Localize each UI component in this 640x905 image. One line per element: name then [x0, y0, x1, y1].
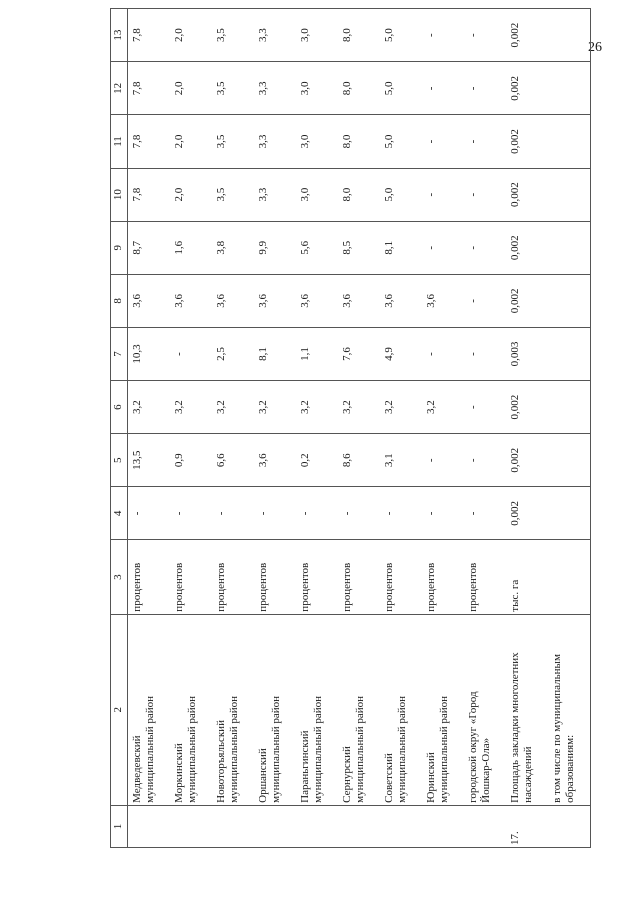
value-cell: 9,9: [254, 221, 296, 274]
value-cell: 3,3: [254, 115, 296, 168]
value-cell: 3,2: [380, 381, 422, 434]
page-number: 26: [588, 40, 602, 55]
value-cell: -: [380, 487, 422, 540]
value-cell: 0,002: [506, 221, 548, 274]
indicator-name-line: Параньгинский: [299, 730, 311, 803]
indicator-name-line: муниципальный район: [228, 695, 241, 803]
value-cell: [548, 9, 591, 62]
unit-cell: процентов: [380, 540, 422, 614]
value-cell: 3,2: [422, 381, 464, 434]
value-cell: 8,0: [338, 115, 380, 168]
row-number-cell: [212, 805, 254, 847]
value-cell: -: [338, 487, 380, 540]
indicator-name-cell: [422, 614, 464, 805]
table-row: [212, 9, 254, 848]
value-cell: -: [422, 487, 464, 540]
value-cell: 2,0: [170, 62, 212, 115]
table-row: [464, 9, 506, 848]
value-cell: 0,003: [506, 327, 548, 380]
value-cell: 7,6: [338, 327, 380, 380]
value-cell: 8,7: [128, 221, 171, 274]
table-row: [506, 9, 548, 848]
value-cell: -: [464, 381, 506, 434]
header-cell: 13: [111, 9, 128, 62]
unit-cell: процентов: [338, 540, 380, 614]
header-cell: 9: [111, 221, 128, 274]
unit-cell: процентов: [422, 540, 464, 614]
value-cell: 5,6: [296, 221, 338, 274]
unit-cell: процентов: [296, 540, 338, 614]
value-cell: 3,2: [170, 381, 212, 434]
row-number-cell: [380, 805, 422, 847]
value-cell: 3,0: [296, 168, 338, 221]
value-cell: 0,2: [296, 434, 338, 487]
table-row: [380, 9, 422, 848]
value-cell: 0,002: [506, 115, 548, 168]
indicator-name-cell: [170, 614, 212, 805]
header-cell: 5: [111, 434, 128, 487]
value-cell: 0,002: [506, 487, 548, 540]
header-row: [111, 9, 128, 848]
indicator-name-cell: [548, 614, 591, 805]
row-number-cell: [170, 805, 212, 847]
row-number-cell: [296, 805, 338, 847]
value-cell: 7,8: [128, 115, 171, 168]
value-cell: 3,0: [296, 115, 338, 168]
value-cell: 8,1: [380, 221, 422, 274]
value-cell: [548, 168, 591, 221]
row-number-cell: [338, 805, 380, 847]
value-cell: 3,2: [212, 381, 254, 434]
indicator-name-cell: [296, 614, 338, 805]
value-cell: 3,6: [170, 274, 212, 327]
table-row: [128, 9, 171, 848]
indicator-name-line: Моркинский: [173, 743, 185, 803]
table-row: [422, 9, 464, 848]
value-cell: -: [464, 274, 506, 327]
value-cell: [548, 221, 591, 274]
value-cell: 3,3: [254, 62, 296, 115]
unit-cell: тыс. га: [506, 540, 548, 614]
value-cell: 7,8: [128, 62, 171, 115]
indicator-name-cell: [506, 614, 548, 805]
row-number-cell: [548, 805, 591, 847]
indicators-table: [110, 8, 591, 848]
value-cell: -: [422, 62, 464, 115]
indicator-name-cell: [380, 614, 422, 805]
header-cell: 3: [111, 540, 128, 614]
unit-cell: процентов: [254, 540, 296, 614]
value-cell: -: [464, 327, 506, 380]
value-cell: -: [422, 327, 464, 380]
indicator-name-line: Советский: [383, 753, 395, 803]
value-cell: -: [296, 487, 338, 540]
unit-cell: процентов: [170, 540, 212, 614]
value-cell: 0,002: [506, 62, 548, 115]
header-cell: 10: [111, 168, 128, 221]
indicator-name-line: муниципальный район: [144, 695, 157, 803]
value-cell: 3,2: [128, 381, 171, 434]
indicator-name-line: городской округ «Город: [467, 691, 479, 803]
header-cell: 12: [111, 62, 128, 115]
indicator-name-line: насаждений: [522, 746, 535, 803]
value-cell: 3,5: [212, 168, 254, 221]
value-cell: [548, 434, 591, 487]
indicator-name-line: муниципальный район: [186, 695, 199, 803]
value-cell: 3,6: [338, 274, 380, 327]
value-cell: 8,0: [338, 9, 380, 62]
indicator-name-cell: [338, 614, 380, 805]
value-cell: 8,0: [338, 62, 380, 115]
value-cell: [548, 62, 591, 115]
value-cell: -: [464, 9, 506, 62]
value-cell: 0,002: [506, 274, 548, 327]
value-cell: -: [464, 168, 506, 221]
rotated-table-area: [110, 8, 577, 848]
value-cell: [548, 381, 591, 434]
value-cell: -: [212, 487, 254, 540]
value-cell: -: [254, 487, 296, 540]
value-cell: -: [422, 221, 464, 274]
row-number-cell: [422, 805, 464, 847]
indicator-name-cell: [464, 614, 506, 805]
unit-cell: [548, 540, 591, 614]
header-cell: 1: [111, 805, 128, 847]
value-cell: -: [422, 9, 464, 62]
value-cell: 8,0: [338, 168, 380, 221]
value-cell: 4,9: [380, 327, 422, 380]
value-cell: 5,0: [380, 115, 422, 168]
unit-cell: процентов: [128, 540, 171, 614]
table-row: [170, 9, 212, 848]
value-cell: 2,0: [170, 115, 212, 168]
indicator-name-line: муниципальный район: [354, 695, 367, 803]
table-row: [254, 9, 296, 848]
value-cell: -: [464, 487, 506, 540]
rotated-table-container: [110, 8, 577, 848]
value-cell: 1,6: [170, 221, 212, 274]
value-cell: 7,8: [128, 168, 171, 221]
value-cell: 2,5: [212, 327, 254, 380]
value-cell: -: [464, 221, 506, 274]
table-body: [128, 9, 591, 848]
indicator-name-line: Новоторъяльский: [215, 720, 227, 803]
indicator-name-line: Медведевский: [131, 735, 143, 803]
indicator-name-line: Оршанский: [257, 748, 269, 803]
value-cell: -: [128, 487, 171, 540]
value-cell: 3,2: [296, 381, 338, 434]
header-cell: 6: [111, 381, 128, 434]
value-cell: 0,002: [506, 381, 548, 434]
value-cell: 2,0: [170, 9, 212, 62]
header-cell: 2: [111, 614, 128, 805]
header-cell: 8: [111, 274, 128, 327]
indicator-name-line: муниципальный район: [438, 695, 451, 803]
value-cell: 0,002: [506, 434, 548, 487]
table-row: [296, 9, 338, 848]
row-number-cell: [464, 805, 506, 847]
value-cell: -: [170, 487, 212, 540]
value-cell: [548, 327, 591, 380]
value-cell: [548, 115, 591, 168]
value-cell: 3,3: [254, 168, 296, 221]
value-cell: -: [464, 62, 506, 115]
value-cell: [548, 487, 591, 540]
value-cell: 3,6: [296, 274, 338, 327]
indicator-name-line: Площадь закладки многолетних: [509, 652, 521, 803]
table-row: [338, 9, 380, 848]
value-cell: 3,3: [254, 9, 296, 62]
value-cell: 0,002: [506, 9, 548, 62]
indicator-name-cell: [254, 614, 296, 805]
indicator-name-line: муниципальный район: [270, 695, 283, 803]
value-cell: 6,6: [212, 434, 254, 487]
row-number-cell: [254, 805, 296, 847]
value-cell: -: [422, 434, 464, 487]
value-cell: 3,1: [380, 434, 422, 487]
unit-cell: процентов: [464, 540, 506, 614]
value-cell: -: [170, 327, 212, 380]
value-cell: 13,5: [128, 434, 171, 487]
header-cell: 11: [111, 115, 128, 168]
value-cell: 3,8: [212, 221, 254, 274]
value-cell: 5,0: [380, 9, 422, 62]
value-cell: 8,6: [338, 434, 380, 487]
indicator-name-line: в том числе по муниципальным: [551, 654, 563, 803]
value-cell: 7,8: [128, 9, 171, 62]
indicator-name-line: Юринский: [425, 752, 437, 803]
value-cell: 3,2: [254, 381, 296, 434]
value-cell: 3,6: [380, 274, 422, 327]
value-cell: -: [422, 168, 464, 221]
table-row: [548, 9, 591, 848]
indicator-name-line: Йошкар-Ола»: [480, 737, 493, 803]
indicator-name-line: муниципальный район: [312, 695, 325, 803]
value-cell: 3,6: [254, 274, 296, 327]
value-cell: 1,1: [296, 327, 338, 380]
indicator-name-line: Сернурский: [341, 746, 353, 803]
value-cell: 3,6: [422, 274, 464, 327]
row-number-cell: 17.: [506, 805, 548, 847]
unit-cell: процентов: [212, 540, 254, 614]
value-cell: 3,0: [296, 62, 338, 115]
value-cell: -: [422, 115, 464, 168]
value-cell: 2,0: [170, 168, 212, 221]
header-cell: 4: [111, 487, 128, 540]
header-cell: 7: [111, 327, 128, 380]
value-cell: [548, 274, 591, 327]
value-cell: 3,2: [338, 381, 380, 434]
indicator-name-line: муниципальный район: [396, 695, 409, 803]
value-cell: 3,6: [254, 434, 296, 487]
indicator-name-cell: [212, 614, 254, 805]
value-cell: -: [464, 115, 506, 168]
value-cell: 5,0: [380, 62, 422, 115]
value-cell: 5,0: [380, 168, 422, 221]
value-cell: -: [464, 434, 506, 487]
value-cell: 0,9: [170, 434, 212, 487]
value-cell: 10,3: [128, 327, 171, 380]
value-cell: 3,0: [296, 9, 338, 62]
value-cell: 3,5: [212, 115, 254, 168]
value-cell: 3,6: [128, 274, 171, 327]
value-cell: 8,5: [338, 221, 380, 274]
value-cell: 3,6: [212, 274, 254, 327]
value-cell: 3,5: [212, 9, 254, 62]
value-cell: 3,5: [212, 62, 254, 115]
indicator-name-line: образованиям:: [564, 734, 577, 803]
value-cell: 0,002: [506, 168, 548, 221]
row-number-cell: [128, 805, 171, 847]
value-cell: 8,1: [254, 327, 296, 380]
indicator-name-cell: [128, 614, 171, 805]
